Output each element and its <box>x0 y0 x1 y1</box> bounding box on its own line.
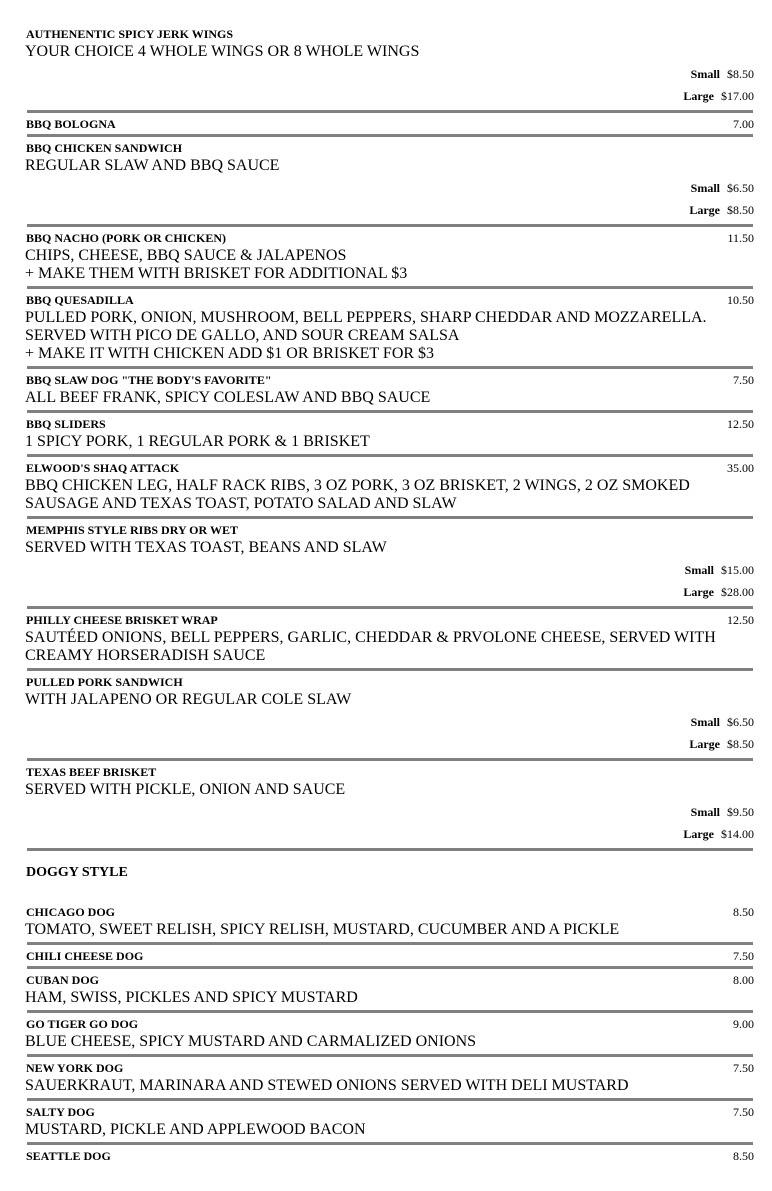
menu-item <box>25 613 754 665</box>
item-name: NEW YORK DOG <box>26 1061 124 1075</box>
size-price: $6.50 <box>727 181 754 195</box>
item-description <box>25 781 754 799</box>
size-price: $15.00 <box>721 563 754 577</box>
item-separator <box>27 848 753 851</box>
menu-item <box>25 417 754 451</box>
item-description <box>25 1033 754 1051</box>
section-title: DOGGY STYLE <box>26 865 128 880</box>
item-name: GO TIGER GO DOG <box>26 1017 139 1031</box>
item-name: AUTHENENTIC SPICY JERK WINGS <box>26 27 234 41</box>
size-price: $8.50 <box>727 203 754 217</box>
item-description <box>25 989 754 1007</box>
description-line: HAM, SWISS, PICKLES AND SPICY MUSTARD <box>25 989 358 1006</box>
item-price: 11.50 <box>727 231 754 245</box>
menu-item <box>25 675 754 755</box>
description-line: SAUTÉED ONIONS, BELL PEPPERS, GARLIC, CHEDDAR & PRVOLONE CHEESE, SERVED WITH <box>25 629 716 646</box>
menu-item <box>25 1061 754 1095</box>
menu <box>25 27 754 1163</box>
size-options <box>25 559 754 603</box>
menu-item <box>25 293 754 363</box>
item-price: 35.00 <box>727 461 754 475</box>
menu-item <box>25 905 754 939</box>
item-price: 9.00 <box>733 1017 754 1031</box>
size-option <box>25 559 754 581</box>
item-name: TEXAS BEEF BRISKET <box>26 765 157 779</box>
item-name: ELWOOD'S SHAQ ATTACK <box>26 461 180 475</box>
item-description <box>25 629 754 665</box>
item-name: BBQ SLIDERS <box>26 417 106 431</box>
size-options <box>25 801 754 845</box>
menu-item <box>25 523 754 603</box>
size-price: $9.50 <box>727 805 754 819</box>
menu-item <box>25 461 754 513</box>
item-description <box>25 921 754 939</box>
item-description <box>25 247 754 283</box>
item-description <box>25 1121 754 1139</box>
description-line: + MAKE IT WITH CHICKEN ADD $1 OR BRISKET FOR $3 <box>25 345 435 362</box>
item-separator <box>27 606 753 609</box>
item-price: 8.00 <box>733 973 754 987</box>
item-separator <box>27 110 753 113</box>
description-line: SAUSAGE AND TEXAS TOAST, POTATO SALAD AND SLAW <box>25 495 457 512</box>
size-label: Large <box>689 737 720 751</box>
description-line: CHIPS, CHEESE, BBQ SAUCE & JALAPENOS <box>25 247 347 264</box>
item-separator <box>27 668 753 671</box>
item-name: SALTY DOG <box>26 1105 95 1119</box>
size-price: $8.50 <box>727 67 754 81</box>
description-line: ALL BEEF FRANK, SPICY COLESLAW AND BBQ SAUCE <box>25 389 431 406</box>
item-separator <box>27 942 753 945</box>
menu-item <box>25 1105 754 1139</box>
size-price: $6.50 <box>727 715 754 729</box>
item-price: 7.50 <box>733 373 754 387</box>
item-description <box>25 691 754 709</box>
menu-item <box>25 231 754 283</box>
size-option <box>25 85 754 107</box>
size-label: Large <box>683 585 714 599</box>
size-label: Large <box>683 89 714 103</box>
item-price: 10.50 <box>727 293 754 307</box>
item-separator <box>27 286 753 289</box>
size-price: $14.00 <box>721 827 754 841</box>
item-price: 7.50 <box>733 949 754 963</box>
item-name: CUBAN DOG <box>26 973 100 987</box>
description-line: SERVED WITH TEXAS TOAST, BEANS AND SLAW <box>25 539 387 556</box>
description-line: + MAKE THEM WITH BRISKET FOR ADDITIONAL $3 <box>25 265 408 282</box>
size-option <box>25 801 754 823</box>
size-option <box>25 177 754 199</box>
description-line: TOMATO, SWEET RELISH, SPICY RELISH, MUSTARD, CUCUMBER AND A PICKLE <box>25 921 620 938</box>
size-label: Small <box>690 181 720 195</box>
item-separator <box>27 516 753 519</box>
size-label: Small <box>690 67 720 81</box>
menu-section <box>25 865 754 1163</box>
item-separator <box>27 410 753 413</box>
size-option <box>25 63 754 85</box>
size-price: $28.00 <box>721 585 754 599</box>
size-options <box>25 711 754 755</box>
size-label: Large <box>689 203 720 217</box>
menu-item <box>25 27 754 107</box>
description-line: YOUR CHOICE 4 WHOLE WINGS OR 8 WHOLE WINGS <box>25 43 420 60</box>
size-price: $8.50 <box>727 737 754 751</box>
item-name: BBQ QUESADILLA <box>26 293 134 307</box>
description-line: REGULAR SLAW AND BBQ SAUCE <box>25 157 280 174</box>
item-separator <box>27 224 753 227</box>
item-price: 12.50 <box>727 417 754 431</box>
item-description <box>25 43 754 61</box>
item-separator <box>27 1098 753 1101</box>
item-name: CHICAGO DOG <box>26 905 116 919</box>
size-option <box>25 581 754 603</box>
size-option <box>25 733 754 755</box>
item-description <box>25 389 754 407</box>
item-name: MEMPHIS STYLE RIBS DRY OR WET <box>26 523 238 537</box>
description-line: BLUE CHEESE, SPICY MUSTARD AND CARMALIZED ONIONS <box>25 1033 477 1050</box>
description-line: PULLED PORK, ONION, MUSHROOM, BELL PEPPERS, SHARP CHEDDAR AND MOZZARELLA. <box>25 309 707 326</box>
item-separator <box>27 134 753 137</box>
item-price: 12.50 <box>727 613 754 627</box>
item-price: 7.00 <box>733 117 754 131</box>
item-description <box>25 1077 754 1095</box>
item-name: BBQ SLAW DOG "THE BODY'S FAVORITE" <box>26 373 272 387</box>
item-name: BBQ CHICKEN SANDWICH <box>26 141 183 155</box>
menu-item <box>25 373 754 407</box>
size-price: $17.00 <box>721 89 754 103</box>
item-description <box>25 539 754 557</box>
menu-item <box>25 973 754 1007</box>
item-name: PULLED PORK SANDWICH <box>26 675 183 689</box>
item-description <box>25 433 754 451</box>
item-separator <box>27 366 753 369</box>
item-name: BBQ NACHO (PORK OR CHICKEN) <box>26 231 227 245</box>
size-label: Small <box>690 805 720 819</box>
item-separator <box>27 1010 753 1013</box>
item-separator <box>27 758 753 761</box>
item-description <box>25 477 754 513</box>
menu-item <box>25 1017 754 1051</box>
description-line: WITH JALAPENO OR REGULAR COLE SLAW <box>25 691 352 708</box>
item-price: 8.50 <box>733 1149 754 1163</box>
description-line: SERVED WITH PICKLE, ONION AND SAUCE <box>25 781 346 798</box>
item-description <box>25 157 754 175</box>
item-name: SEATTLE DOG <box>26 1149 111 1163</box>
menu-section <box>25 27 754 851</box>
size-label: Small <box>684 563 714 577</box>
item-price: 7.50 <box>733 1105 754 1119</box>
size-options <box>25 177 754 221</box>
item-description <box>25 309 754 363</box>
size-option <box>25 711 754 733</box>
description-line: SERVED WITH PICO DE GALLO, AND SOUR CREAM SALSA <box>25 327 460 344</box>
description-line: MUSTARD, PICKLE AND APPLEWOOD BACON <box>25 1121 366 1138</box>
size-option <box>25 199 754 221</box>
menu-item <box>25 1149 754 1163</box>
item-separator <box>27 454 753 457</box>
description-line: BBQ CHICKEN LEG, HALF RACK RIBS, 3 OZ PORK, 3 OZ BRISKET, 2 WINGS, 2 OZ SMOKED <box>25 477 690 494</box>
size-label: Large <box>683 827 714 841</box>
description-line: SAUERKRAUT, MARINARA AND STEWED ONIONS SERVED WITH DELI MUSTARD <box>25 1077 629 1094</box>
description-line: CREAMY HORSERADISH SAUCE <box>25 647 266 664</box>
description-line: 1 SPICY PORK, 1 REGULAR PORK & 1 BRISKET <box>25 433 370 450</box>
item-name: CHILI CHEESE DOG <box>26 949 144 963</box>
menu-item <box>25 117 754 131</box>
size-option <box>25 823 754 845</box>
size-options <box>25 63 754 107</box>
item-price: 8.50 <box>733 905 754 919</box>
menu-item <box>25 765 754 845</box>
item-separator <box>27 966 753 969</box>
item-name: PHILLY CHEESE BRISKET WRAP <box>26 613 218 627</box>
item-separator <box>27 1054 753 1057</box>
item-separator <box>27 1142 753 1145</box>
menu-item <box>25 949 754 963</box>
size-label: Small <box>690 715 720 729</box>
item-price: 7.50 <box>733 1061 754 1075</box>
item-name: BBQ BOLOGNA <box>26 117 116 131</box>
menu-item <box>25 141 754 221</box>
